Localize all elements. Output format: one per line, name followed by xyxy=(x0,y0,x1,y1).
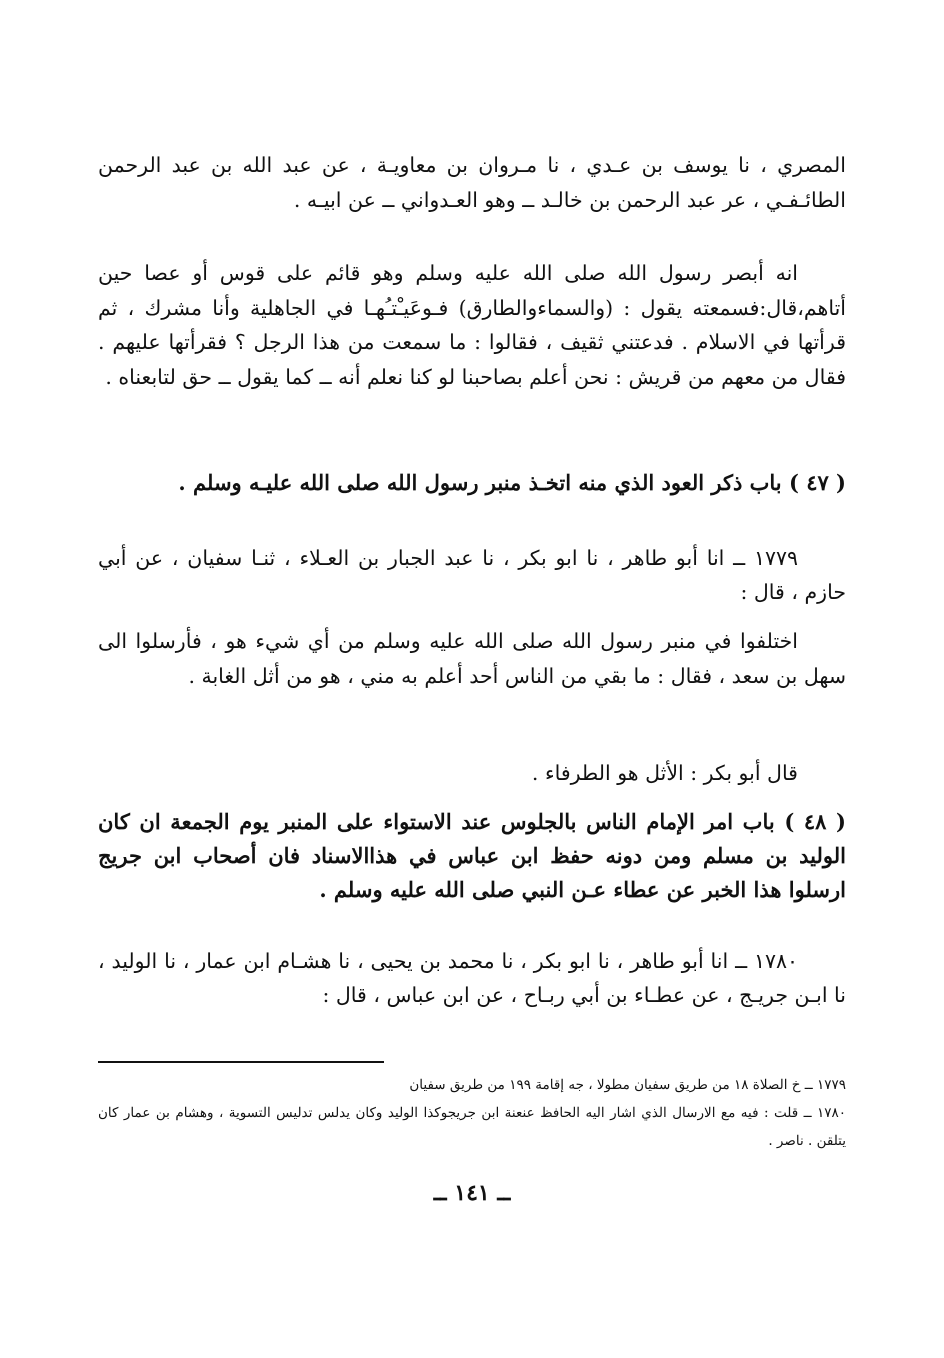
hadith-1779 xyxy=(98,624,846,693)
footnote-divider xyxy=(98,1061,384,1063)
chapter-47-heading: ( ٤٧ ) باب ذكر العود الذي منه اتخـذ منبر رسول الله صلى الله عليـه وسلم . xyxy=(178,470,846,495)
hadith-1778 xyxy=(98,256,846,394)
footnotes xyxy=(98,1071,846,1155)
isnad-1779-text: ١٧٧٩ ــ انا أبو طاهر ، نا ابو بكر ، نا عبد الجبار بن العـلاء ، ثنـا سفيان ، عن أبي حازم ، قال : xyxy=(98,546,846,604)
chapter-48 xyxy=(98,805,846,907)
hadith-1778-text: انه أبصر رسول الله صلى الله عليه وسلم وهو قائم على قوس أو عصا حين أتاهم،قال:فسمعته يقول : (والسماءوالطارق) فـوعَيـْتـُهـا في الجاهلية وأنا مشرك ، ثم قرأتها في الاسلام . فدعتني ثقيف ، فقالوا : ما سمعت من هذا الرجل ؟ فقرأتها عليهم . فقال من معهم من قريش : نحن أعلم بصاحبنا لو كنا نعلم أنه ــ كما يقول ــ حق لتابعناه . xyxy=(98,261,846,389)
page-number: ــ ١٤١ ــ xyxy=(433,1180,511,1206)
isnad-1778 xyxy=(98,148,846,217)
isnad-1779 xyxy=(98,541,846,609)
hadith-1779-text: اختلفوا في منبر رسول الله صلى الله عليه وسلم من أي شيء هو ، فأرسلوا الى سهل بن سعد ، فقال : ما بقي من الناس أحد أعلم به مني ، هو من أثل الغابة . xyxy=(98,629,846,688)
isnad-1778-text: المصري ، نا يوسف بن عـدي ، نا مـروان بن معاويـة ، عن عبد الله بن عبد الرحمن الطائـفـي ، عر عبد الرحمن بن خالـد ــ وهو العـدواني ــ عن ابيـه . xyxy=(98,153,846,212)
footnote-1780: ١٧٨٠ ــ قلت : فيه مع الارسال الذي اشار اليه الحافظ عنعنة ابن جريجوكذا الوليد وكان يدلس تدليس التسوية ، وهشام بن عمار كان يتلقن . ناصر . xyxy=(98,1105,846,1149)
chapter-48-heading: ( ٤٨ ) باب امر الإمام الناس بالجلوس عند الاستواء على المنبر يوم الجمعة ان كان الوليد بن مسلم ومن دونه حفظ ابن عباس في هذاالاسناد فان أصحاب ابن جريج ارسلوا هذا الخبر عن عطاء عـن النبي صلى الله عليه وسلم . xyxy=(98,809,846,902)
isnad-1780 xyxy=(98,944,846,1012)
isnad-1780-text: ١٧٨٠ ــ انا أبو طاهر ، نا ابو بكر ، نا محمد بن يحيى ، نا هشـام ابن عمار ، نا الوليد ، نا ابـن جريـج ، عن عطـاء بن أبي ربـاح ، عن ابن عباس ، قال : xyxy=(98,949,846,1007)
note-1779-text: قال أبو بكر : الأثل هو الطرفاء . xyxy=(531,761,798,785)
footnote-1779: ١٧٧٩ ــ خ الصلاة ١٨ من طريق سفيان مطولا ، جه إقامة ١٩٩ من طريق سفيان xyxy=(409,1077,846,1093)
note-1779 xyxy=(98,756,846,791)
chapter-47 xyxy=(98,466,846,500)
